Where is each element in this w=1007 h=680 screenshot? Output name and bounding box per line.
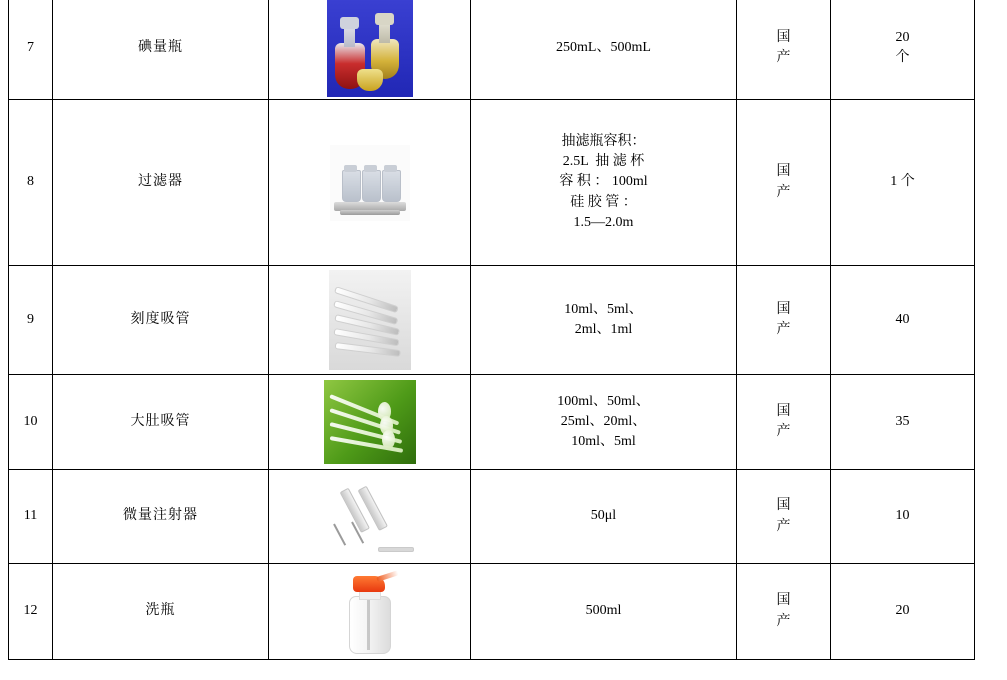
cell-quantity: [831, 470, 975, 564]
origin-line: 国: [776, 593, 791, 609]
cell-serial-number: 8: [9, 100, 53, 266]
cell-origin: [737, 0, 831, 100]
cell-origin: [737, 375, 831, 470]
cell-item-name: 碘量瓶: [53, 0, 269, 100]
qty-line: 40: [895, 311, 910, 327]
table-row: [9, 375, 975, 470]
cell-origin: [737, 564, 831, 660]
cell-item-image: [269, 100, 471, 266]
cell-quantity: [831, 564, 975, 660]
origin-line: 产: [776, 184, 791, 200]
cell-item-name: 微量注射器: [53, 470, 269, 564]
cell-specification: [471, 375, 737, 470]
cell-serial-number: 10: [9, 375, 53, 470]
spec-line: 2.5L 抽 滤 杯: [562, 154, 645, 170]
cell-serial-number: 9: [9, 266, 53, 375]
wash-bottle-photo: [333, 568, 407, 656]
cell-serial-number: 7: [9, 0, 53, 100]
graduated-pipettes-photo: [329, 270, 411, 370]
cell-item-image: [269, 266, 471, 375]
origin-line: 国: [776, 403, 791, 419]
spec-line: 2ml、1ml: [574, 322, 633, 337]
origin-line: 国: [776, 164, 791, 180]
table-row: [9, 100, 975, 266]
origin-line: 产: [776, 50, 791, 65]
cell-specification: [471, 564, 737, 660]
qty-line: 1 个: [890, 174, 915, 190]
cell-specification: [471, 100, 737, 266]
cell-serial-number: 11: [9, 470, 53, 564]
qty-line: 10: [895, 508, 910, 524]
spec-line: 1.5—2.0m: [573, 214, 634, 230]
origin-line: 国: [776, 301, 791, 317]
cell-item-image: [269, 470, 471, 564]
qty-line: 个: [895, 50, 910, 65]
microsyringe-photo: [322, 473, 418, 561]
table-row: [9, 266, 975, 375]
spec-line: 25ml、20ml、: [560, 413, 647, 429]
filtration-apparatus-photo: [330, 145, 410, 221]
cell-item-name: 过滤器: [53, 100, 269, 266]
spec-line: 容 积 ： 100ml: [559, 174, 648, 190]
qty-line: 20: [895, 603, 910, 619]
origin-line: 国: [776, 498, 791, 514]
cell-origin: [737, 266, 831, 375]
spec-line: 250mL、500mL: [556, 39, 651, 55]
cell-specification: [471, 0, 737, 100]
qty-line: 20: [895, 29, 910, 45]
cell-quantity: [831, 266, 975, 375]
origin-line: 产: [776, 518, 791, 534]
cell-specification: [471, 470, 737, 564]
spec-line: 10ml、5ml: [571, 434, 636, 450]
cell-specification: [471, 266, 737, 375]
table-row: [9, 0, 975, 100]
cell-quantity: [831, 0, 975, 100]
table-row: [9, 564, 975, 660]
spec-line: 硅 胶 管 ：: [570, 194, 637, 210]
cell-serial-number: 12: [9, 564, 53, 660]
spec-line: 500ml: [585, 603, 622, 619]
origin-line: 产: [776, 613, 791, 629]
qty-line: 35: [895, 413, 910, 429]
bulb-pipettes-photo: [324, 380, 416, 464]
cell-item-image: [269, 375, 471, 470]
cell-origin: [737, 100, 831, 266]
spec-line: 10ml、5ml、: [564, 301, 643, 317]
cell-item-image: [269, 564, 471, 660]
cell-origin: [737, 470, 831, 564]
equipment-table: [8, 0, 975, 660]
origin-line: 国: [776, 29, 791, 45]
cell-item-image: [269, 0, 471, 100]
table-row: [9, 470, 975, 564]
origin-line: 产: [776, 322, 791, 337]
spec-line: 50μl: [590, 508, 617, 524]
cell-quantity: [831, 100, 975, 266]
cell-item-name: 刻度吸管: [53, 266, 269, 375]
origin-line: 产: [776, 424, 791, 439]
cell-item-name: 洗瓶: [53, 564, 269, 660]
cell-item-name: 大肚吸管: [53, 375, 269, 470]
spec-line: 100ml、50ml、: [557, 393, 650, 409]
cell-quantity: [831, 375, 975, 470]
spec-line: 抽滤瓶容积：: [561, 133, 646, 149]
iodine-flask-photo: [327, 0, 413, 97]
